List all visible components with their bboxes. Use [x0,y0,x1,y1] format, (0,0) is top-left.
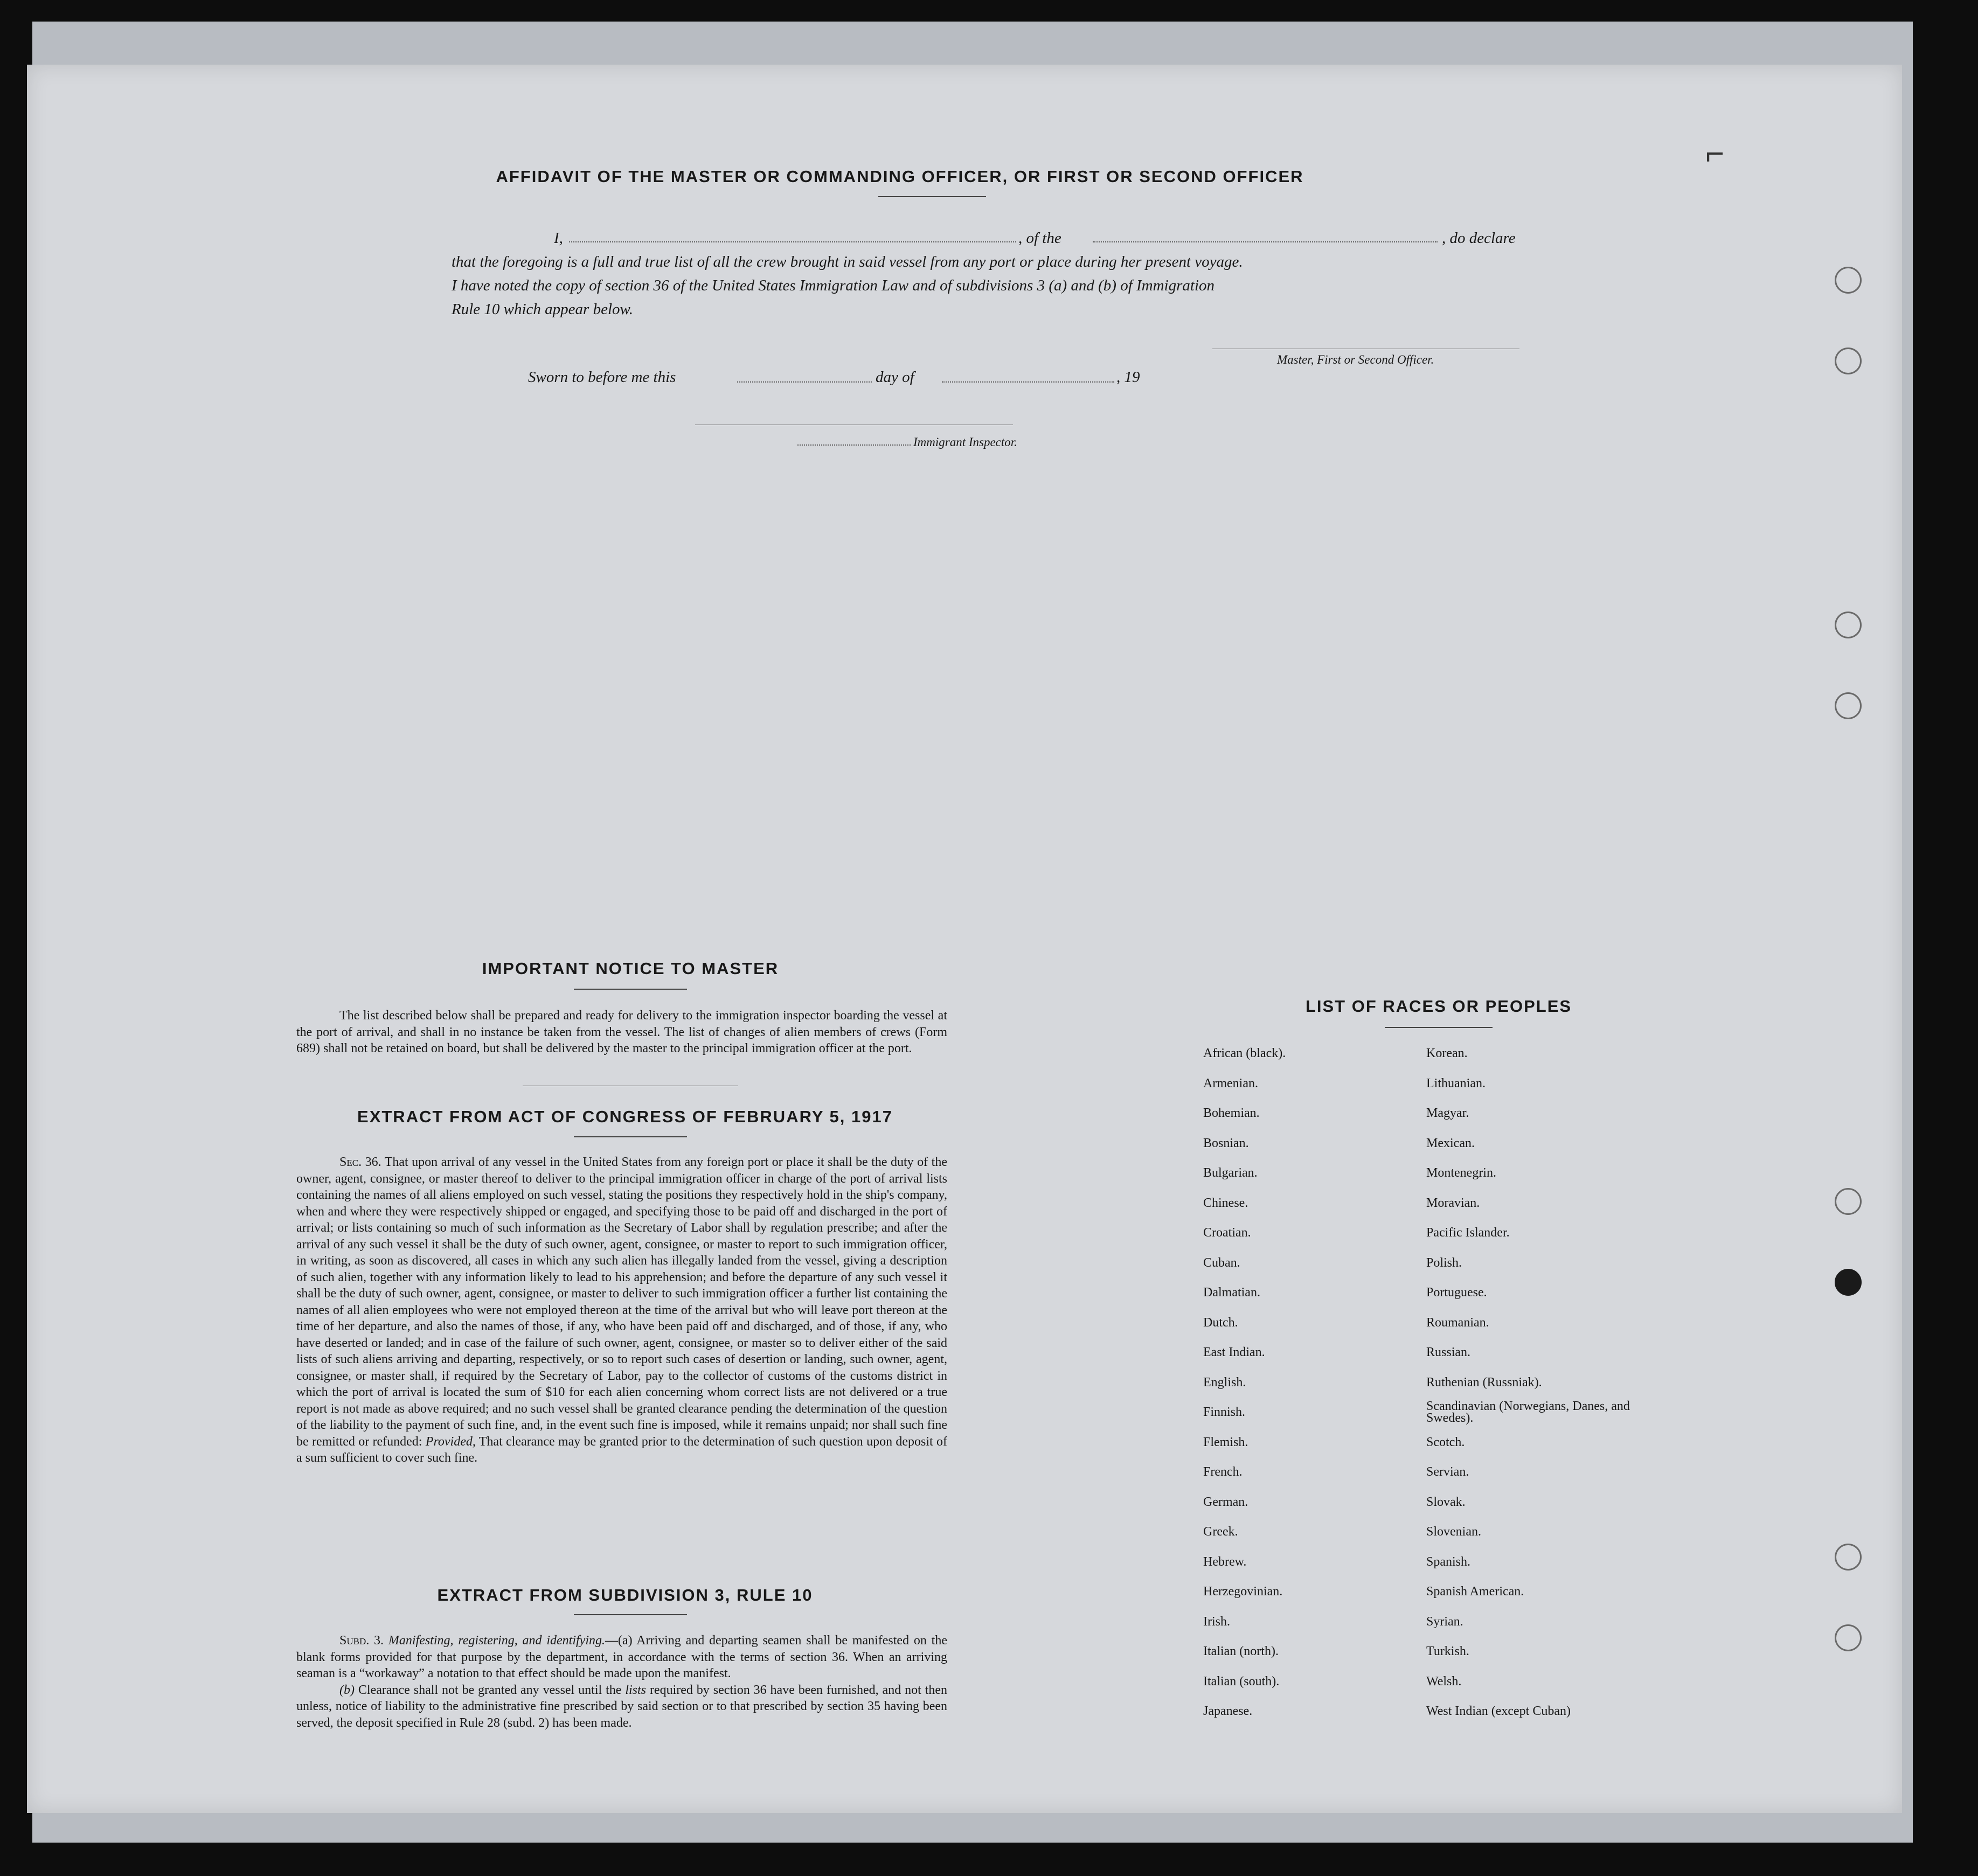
affidavit-line2: that the foregoing is a full and true list of all the crew brought in said vessel from any port or place during her present voyage. [452,253,1243,270]
subd-label: Subd. 3. [339,1634,384,1648]
race-item: Welsh. [1426,1674,1462,1689]
act-body: That upon arrival of any vessel in the United States from any foreign port or place it shall be the duty of the owner, agent, consignee, or master thereof to deliver to the principal immigration officer in charge of the port of arrival lists containing the names of all aliens employed on such vessel, stating the positions they respectively hold in the ship's company, when and where they were respectively shipped or engaged, and specifying those to be paid off and discharged in the port of arrival; or lists containing so much of such information as the Secretary of Labor shall by regulation prescribe; and after the arrival of any such vessel it shall be the duty of such owner, agent, consignee, or master to report to such immigration officer, in writing, as soon as discovered, all cases in which any such alien has illegally landed from the vessel, giving a description of such alien, together with any information likely to lead to his apprehension; and before the departure of any such vessel it shall be the duty of such owner, agent, consignee, or master to deliver to such immigration officer a further list containing the names of all alien employees who were not employed thereon at the time of the arrival but who will leave port thereon at the time of her departure, and also the names of those, if any, who have been paid off and discharged, and of those, if any, who have deserted or landed; and in case of the failure of such owner, agent, consignee, or master so to deliver either of the said lists of such aliens arriving and departing, respectively, or so to report such cases of desertion or landing, such owner, agent, consignee, or master shall, if required by the Secretary of Labor, pay to the collector of customs of the customs district in which the port of arrival is located the sum of $10 for each alien concerning whom correct lists are not delivered or a true report is not made as above required; and no such vessel shall be granted clearance pending the determination of the question of the liability to the payment of such fine, and, in the event such fine is imposed, while it remains unpaid; nor shall such fine be remitted or refunded: [296,1155,948,1449]
inspector-blank [797,444,911,446]
race-item: Portuguese. [1426,1286,1487,1300]
race-item: Korean. [1426,1046,1468,1060]
race-item: Hebrew. [1203,1554,1247,1569]
race-item: Turkish. [1426,1644,1469,1658]
binder-hole [1835,267,1862,294]
inspector-label: Immigrant Inspector. [913,435,1017,449]
act-rule [574,1136,687,1137]
para-b-label: (b) [339,1683,355,1697]
race-item: Finnish. [1203,1405,1246,1419]
act-provided: Provided, [425,1434,476,1449]
races-left-list [1203,1039,1408,1727]
binder-hole [1835,1624,1862,1651]
race-item: Irish. [1203,1614,1230,1629]
binder-hole [1835,1188,1862,1215]
race-item: Croatian. [1203,1226,1251,1240]
race-item: Dutch. [1203,1315,1238,1330]
notice-title: IMPORTANT NOTICE TO MASTER [482,959,779,978]
binder-hole [1835,692,1862,719]
race-item: Syrian. [1426,1614,1463,1629]
race-item: Flemish. [1203,1435,1248,1449]
notice-text: The list described below shall be prepared and ready for delivery to the immigration inspector boarding the vessel at the port of arrival, and shall in no instance be taken from the vessel. The list of changes of alien members of crews (Form 689) shall not be retained on board, but shall be delivered by the master to the principal immigration officer at the port. [296,1009,947,1055]
race-item: Lithuanian. [1426,1076,1486,1090]
race-item: Japanese. [1203,1704,1253,1718]
title-rule [878,196,986,197]
race-item: Armenian. [1203,1076,1258,1090]
race-item: Polish. [1426,1255,1462,1270]
race-item: Russian. [1426,1345,1471,1359]
race-item: East Indian. [1203,1345,1265,1359]
para-b-text-2: required by section 36 have been furnished, and not then unless, notice of liability to the administrative fine prescribed by said section or to that prescribed by section 35 having been served, the deposit specified in Rule 28 (subd. 2) has been made. [296,1683,948,1730]
sworn-year: , 19 [1116,369,1140,386]
para-a-label: —(a) [605,1634,633,1648]
race-item: Scotch. [1426,1435,1465,1449]
affidavit-line3: I have noted the copy of section 36 of the United States Immigration Law and of subdivisions 3 (a) and (b) of Immigration [452,277,1215,294]
race-item: Scandinavian (Norwegians, Danes, and Swedes). [1426,1399,1630,1425]
race-item: English. [1203,1375,1246,1389]
sworn-day-of: day of [876,369,914,386]
affidavit-do-declare: , do declare [1442,230,1516,247]
race-item: Italian (south). [1203,1674,1280,1689]
act-extract-text [296,1154,947,1467]
handwritten-mark: ⌐ [1705,135,1725,171]
sworn-prefix: Sworn to before me this [528,369,676,386]
race-item: Slovak. [1426,1495,1466,1509]
race-item: Spanish American. [1426,1585,1524,1599]
race-item: Servian. [1426,1465,1469,1479]
race-item: Pacific Islander. [1426,1226,1510,1240]
race-item: Montenegrin. [1426,1166,1496,1180]
race-item: Dalmatian. [1203,1286,1260,1300]
notice-rule [574,989,687,990]
act-body-end: That clearance may be granted prior to the determination of such question upon deposit of a sum sufficient to cover such fine. [296,1434,947,1465]
race-item: Ruthenian (Russniak). [1426,1375,1542,1389]
para-b-lists: lists [625,1683,647,1697]
race-item: Slovenian. [1426,1525,1481,1539]
binder-hole [1835,348,1862,374]
rule-extract-rule [574,1614,687,1615]
officer-name-blank [569,241,1016,242]
race-item: African (black). [1203,1046,1286,1060]
subd-title: Manifesting, registering, and identifying. [388,1634,605,1648]
rule-extract-title: EXTRACT FROM SUBDIVISION 3, RULE 10 [437,1586,813,1604]
race-item: German. [1203,1495,1248,1509]
signature-label: Master, First or Second Officer. [1277,353,1434,366]
races-right-list [1426,1039,1696,1727]
race-item: Moravian. [1426,1196,1480,1210]
para-a-text: Arriving and departing seamen shall be manifested on the blank forms provided for that purpose by the department, in accordance with the terms of section 36. When an arriving seaman is a “workaway” a notation to that effect should be made upon the manifest. [296,1634,948,1680]
act-extract-title: EXTRACT FROM ACT OF CONGRESS OF FEBRUARY 5, 1917 [357,1107,893,1126]
document-page [27,65,1902,1813]
race-item: Spanish. [1426,1554,1471,1569]
affidavit-body [452,226,1551,321]
race-item: Italian (north). [1203,1644,1279,1658]
race-item: Cuban. [1203,1255,1240,1270]
race-item: Chinese. [1203,1196,1248,1210]
affidavit-of-the: , of the [1018,230,1061,247]
vessel-name-blank [1093,241,1438,242]
race-item: Herzegovinian. [1203,1585,1283,1599]
race-item: French. [1203,1465,1243,1479]
race-item: Roumanian. [1426,1315,1489,1330]
para-b-text-1: Clearance shall not be granted any vessel until the [358,1683,622,1697]
races-rule [1385,1027,1493,1028]
races-title: LIST OF RACES OR PEOPLES [1305,997,1572,1016]
affidavit-i: I, [554,230,563,247]
binder-hole [1835,612,1862,638]
rule-extract-text [296,1632,947,1731]
race-item: Bosnian. [1203,1136,1249,1150]
affidavit-title: AFFIDAVIT OF THE MASTER OR COMMANDING OFFICER, OR FIRST OR SECOND OFFICER [496,167,1304,186]
act-section-label: Sec. 36. [339,1155,381,1169]
race-item: Magyar. [1426,1106,1469,1120]
race-item: Bulgarian. [1203,1166,1258,1180]
race-item: Bohemian. [1203,1106,1260,1120]
affidavit-line4: Rule 10 which appear below. [452,301,633,318]
binder-hole [1835,1544,1862,1571]
sworn-line [528,365,1229,389]
sworn-day-blank [737,381,872,383]
sworn-month-blank [942,381,1114,383]
binder-hole [1835,1269,1862,1296]
race-item: West Indian (except Cuban) [1426,1704,1571,1718]
race-item: Mexican. [1426,1136,1475,1150]
race-item: Greek. [1203,1525,1238,1539]
